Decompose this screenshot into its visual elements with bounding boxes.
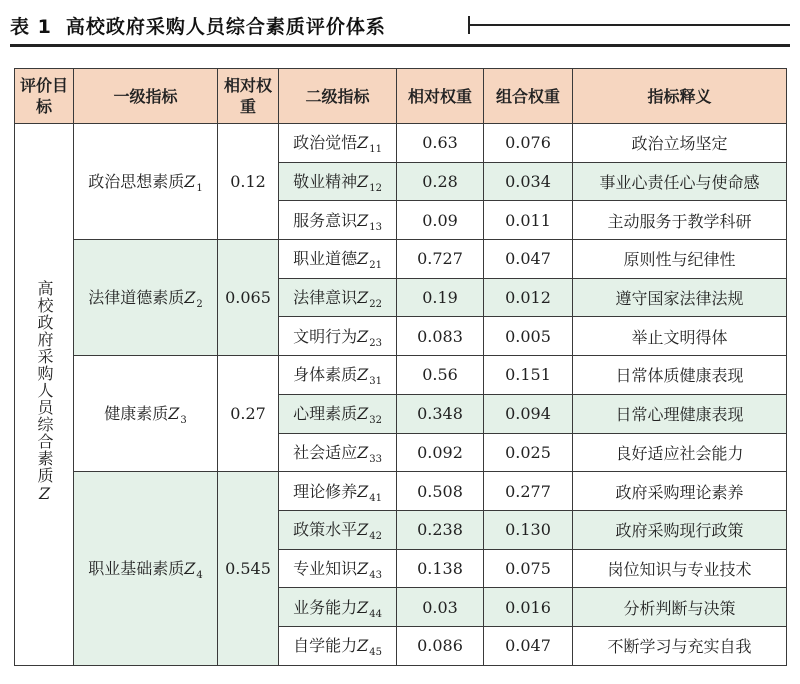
- relative-weight-cell: 0.727: [397, 240, 484, 279]
- level2-name-subscript: 41: [369, 492, 382, 504]
- level1-name-text: 法律道德素质: [88, 288, 185, 308]
- level2-name-subscript: 12: [369, 183, 382, 195]
- combined-weight-cell: 0.012: [484, 278, 573, 317]
- level2-name-symbol: Z: [357, 520, 369, 540]
- level1-name-text: 职业基础素质: [88, 558, 185, 578]
- header-level1-weight: 相对权重: [218, 69, 279, 124]
- level2-name-cell: [279, 433, 397, 472]
- target-label: [35, 280, 53, 504]
- level2-name-text: 敬业精神: [293, 172, 358, 192]
- relative-weight-cell: 0.086: [397, 626, 484, 665]
- header-relative-weight: 相对权重: [397, 69, 484, 124]
- level2-name-text: 专业知识: [293, 558, 358, 578]
- relative-weight-cell: 0.19: [397, 278, 484, 317]
- relative-weight-cell: 0.63: [397, 124, 484, 163]
- level2-name-subscript: 22: [369, 299, 382, 311]
- level1-name-text: 健康素质: [104, 404, 169, 424]
- combined-weight-cell: 0.025: [484, 433, 573, 472]
- level2-name-cell: [279, 317, 397, 356]
- level1-weight-cell: 0.27: [218, 356, 279, 472]
- level2-name-text: 理论修养: [293, 481, 358, 501]
- level2-name-cell: [279, 356, 397, 395]
- level1-name-subscript: 1: [196, 183, 203, 195]
- level2-name-symbol: Z: [357, 442, 369, 462]
- level1-weight-cell: 0.065: [218, 240, 279, 356]
- definition-cell: 分析判断与决策: [573, 588, 787, 627]
- level2-name-cell: [279, 162, 397, 201]
- level2-name-symbol: Z: [357, 210, 369, 230]
- level1-name-cell: [74, 356, 218, 472]
- combined-weight-cell: 0.047: [484, 240, 573, 279]
- relative-weight-cell: 0.138: [397, 549, 484, 588]
- combined-weight-cell: 0.076: [484, 124, 573, 163]
- combined-weight-cell: 0.151: [484, 356, 573, 395]
- definition-cell: 政治立场坚定: [573, 124, 787, 163]
- level2-name-text: 政治觉悟: [293, 133, 358, 153]
- header-row: [15, 69, 787, 124]
- target-cell: [15, 124, 74, 666]
- header-definition: 指标释义: [573, 69, 787, 124]
- definition-cell: 日常心理健康表现: [573, 394, 787, 433]
- relative-weight-cell: 0.508: [397, 472, 484, 511]
- table-row: [15, 472, 787, 511]
- level2-name-text: 职业道德: [293, 249, 358, 269]
- level2-name-subscript: 42: [369, 531, 382, 543]
- level2-name-text: 法律意识: [293, 288, 358, 308]
- level2-name-cell: [279, 201, 397, 240]
- level2-name-symbol: Z: [357, 558, 369, 578]
- definition-cell: 不断学习与充实自我: [573, 626, 787, 665]
- definition-cell: 政府采购理论素养: [573, 472, 787, 511]
- header-level2: 二级指标: [279, 69, 397, 124]
- combined-weight-cell: 0.277: [484, 472, 573, 511]
- level2-name-symbol: Z: [357, 133, 369, 153]
- level2-name-subscript: 45: [369, 647, 382, 659]
- level2-name-symbol: Z: [357, 597, 369, 617]
- combined-weight-cell: 0.016: [484, 588, 573, 627]
- level2-name-symbol: Z: [357, 326, 369, 346]
- level2-name-symbol: Z: [357, 404, 369, 424]
- table-row: [15, 124, 787, 163]
- level1-name-cell: [74, 240, 218, 356]
- relative-weight-cell: 0.083: [397, 317, 484, 356]
- level1-weight-cell: 0.12: [218, 124, 279, 240]
- relative-weight-cell: 0.56: [397, 356, 484, 395]
- table-row: [15, 356, 787, 395]
- level2-name-subscript: 33: [369, 453, 382, 465]
- level2-name-cell: [279, 394, 397, 433]
- level2-name-text: 政策水平: [293, 520, 358, 540]
- table-body: [15, 124, 787, 666]
- level2-name-subscript: 11: [369, 144, 382, 156]
- combined-weight-cell: 0.094: [484, 394, 573, 433]
- level2-name-subscript: 13: [369, 221, 382, 233]
- level2-name-subscript: 44: [369, 608, 382, 620]
- level1-name-symbol: Z: [184, 172, 196, 192]
- level2-name-symbol: Z: [357, 249, 369, 269]
- level1-name-symbol: Z: [168, 404, 180, 424]
- level2-name-symbol: Z: [357, 481, 369, 501]
- definition-cell: 日常体质健康表现: [573, 356, 787, 395]
- definition-cell: 原则性与纪律性: [573, 240, 787, 279]
- table-row: [15, 240, 787, 279]
- relative-weight-cell: 0.348: [397, 394, 484, 433]
- level2-name-subscript: 21: [369, 260, 382, 272]
- relative-weight-cell: 0.092: [397, 433, 484, 472]
- level2-name-cell: [279, 588, 397, 627]
- level2-name-subscript: 31: [369, 376, 382, 388]
- level2-name-text: 身体素质: [293, 365, 358, 385]
- level2-name-text: 业务能力: [293, 597, 358, 617]
- target-name: 高校政府采购人员综合素质: [35, 280, 54, 485]
- level2-name-cell: [279, 510, 397, 549]
- combined-weight-cell: 0.034: [484, 162, 573, 201]
- relative-weight-cell: 0.09: [397, 201, 484, 240]
- level2-name-cell: [279, 626, 397, 665]
- level2-name-cell: [279, 124, 397, 163]
- level2-name-subscript: 32: [369, 415, 382, 427]
- combined-weight-cell: 0.005: [484, 317, 573, 356]
- level1-name-symbol: Z: [184, 558, 196, 578]
- combined-weight-cell: 0.130: [484, 510, 573, 549]
- level2-name-cell: [279, 549, 397, 588]
- level2-name-subscript: 43: [369, 569, 382, 581]
- level1-name-cell: [74, 472, 218, 665]
- level2-name-text: 心理素质: [293, 404, 358, 424]
- header-level1: 一级指标: [74, 69, 218, 124]
- level2-name-symbol: Z: [357, 365, 369, 385]
- combined-weight-cell: 0.075: [484, 549, 573, 588]
- header-combined-weight: 组合权重: [484, 69, 573, 124]
- caption-rule: [468, 24, 790, 26]
- combined-weight-cell: 0.011: [484, 201, 573, 240]
- level2-name-symbol: Z: [357, 288, 369, 308]
- definition-cell: 良好适应社会能力: [573, 433, 787, 472]
- table-caption: [10, 10, 790, 44]
- definition-cell: 主动服务于教学科研: [573, 201, 787, 240]
- level1-name-subscript: 4: [196, 569, 203, 581]
- level2-name-subscript: 23: [369, 337, 382, 349]
- level2-name-text: 服务意识: [293, 210, 358, 230]
- level2-name-symbol: Z: [357, 172, 369, 192]
- level2-name-text: 自学能力: [293, 636, 358, 656]
- header-target: 评价目标: [15, 69, 74, 124]
- relative-weight-cell: 0.238: [397, 510, 484, 549]
- definition-cell: 政府采购现行政策: [573, 510, 787, 549]
- definition-cell: 举止文明得体: [573, 317, 787, 356]
- level2-name-cell: [279, 278, 397, 317]
- definition-cell: 事业心责任心与使命感: [573, 162, 787, 201]
- level2-name-text: 社会适应: [293, 442, 358, 462]
- combined-weight-cell: 0.047: [484, 626, 573, 665]
- level1-name-symbol: Z: [184, 288, 196, 308]
- caption-label: 表 1: [10, 16, 52, 38]
- target-symbol: Z: [35, 484, 54, 505]
- caption-text: [10, 12, 386, 39]
- level1-name-cell: [74, 124, 218, 240]
- level1-name-subscript: 3: [180, 415, 187, 427]
- definition-cell: 遵守国家法律法规: [573, 278, 787, 317]
- level2-name-cell: [279, 240, 397, 279]
- level2-name-text: 文明行为: [293, 326, 358, 346]
- level1-weight-cell: 0.545: [218, 472, 279, 665]
- level2-name-symbol: Z: [357, 636, 369, 656]
- top-rule: [10, 44, 790, 47]
- definition-cell: 岗位知识与专业技术: [573, 549, 787, 588]
- caption-title: 高校政府采购人员综合素质评价体系: [65, 16, 386, 38]
- level1-name-subscript: 2: [196, 299, 203, 311]
- relative-weight-cell: 0.28: [397, 162, 484, 201]
- level1-name-text: 政治思想素质: [88, 172, 185, 192]
- evaluation-table: [14, 68, 787, 666]
- relative-weight-cell: 0.03: [397, 588, 484, 627]
- level2-name-cell: [279, 472, 397, 511]
